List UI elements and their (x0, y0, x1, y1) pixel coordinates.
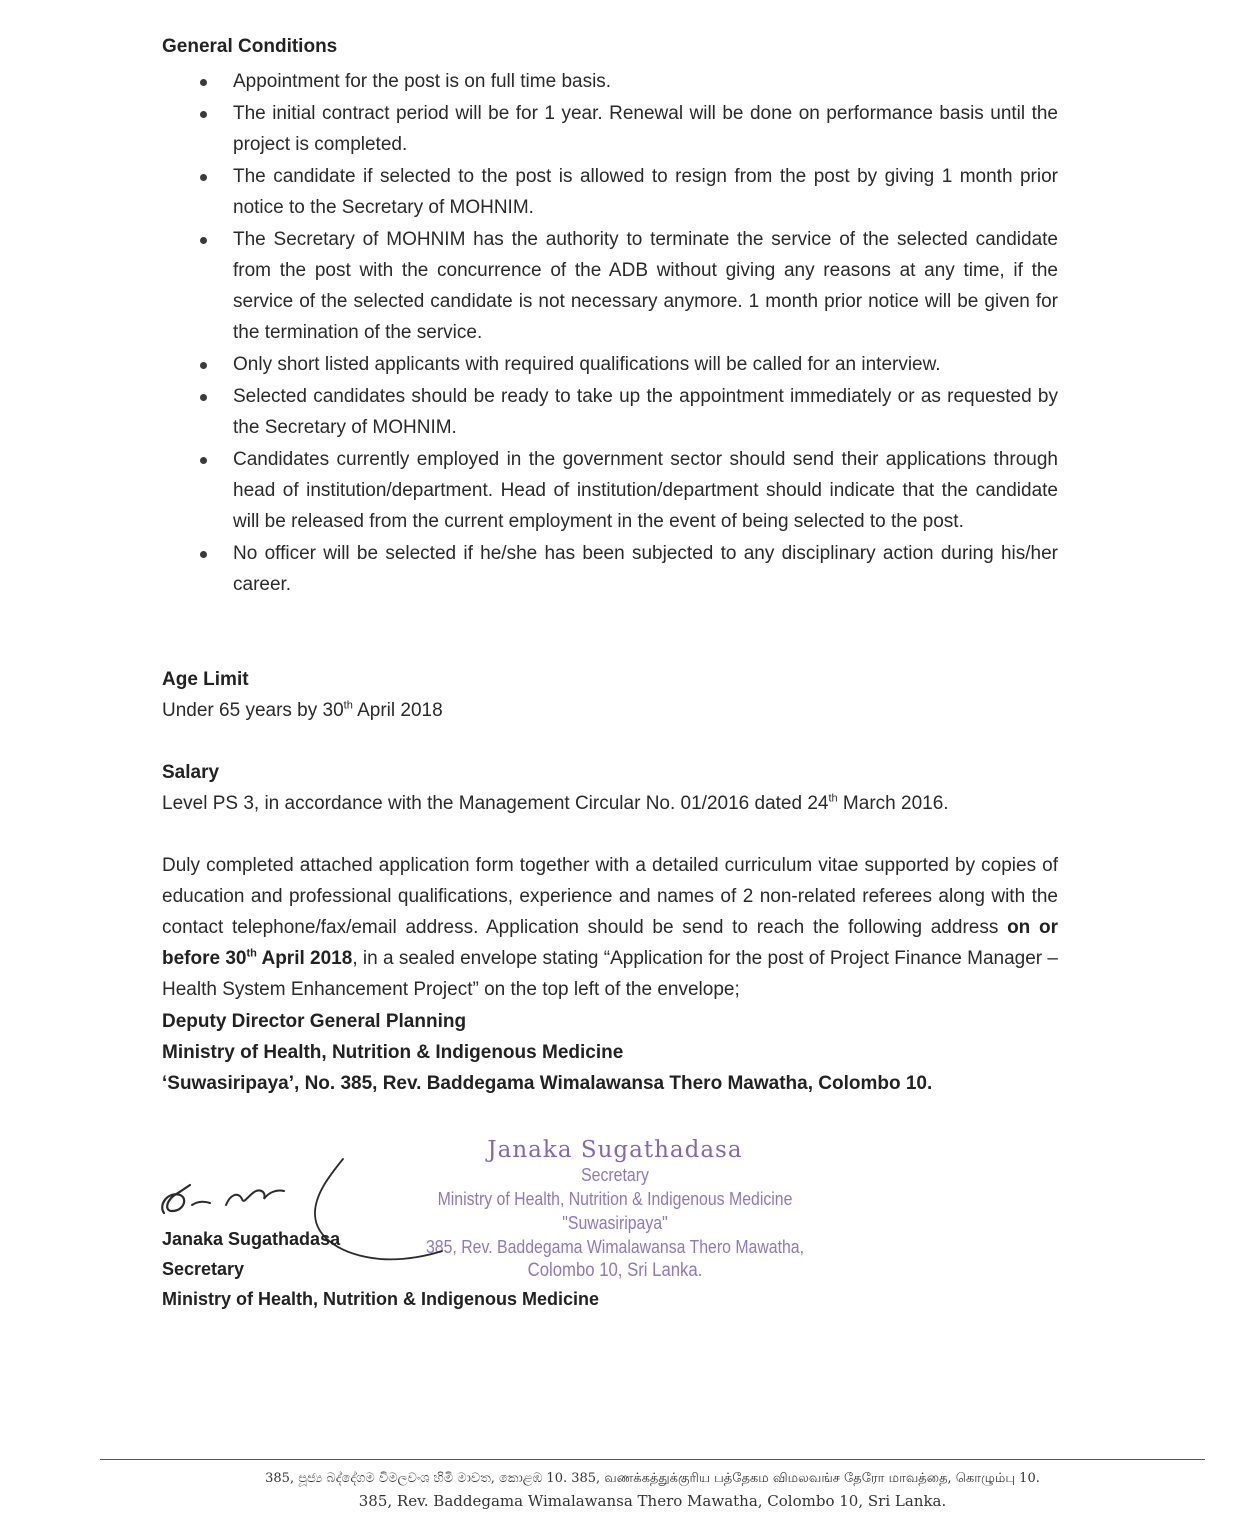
condition-text: No officer will be selected if he/she has been subjected to any disciplinary action during his/her career. (233, 543, 1058, 595)
salary-heading: Salary (162, 762, 220, 783)
condition-item (162, 161, 1058, 223)
bullet-icon (200, 174, 207, 181)
footer-divider (100, 1459, 1205, 1460)
condition-item (162, 444, 1058, 537)
condition-text: Appointment for the post is on full time basis. (233, 71, 612, 92)
stamp-title: Secretary (581, 1165, 649, 1185)
official-stamp (400, 1137, 830, 1283)
footer-address-local: 385, පූජ්‍ය බද්දේගම විමලවංශ හිමි මාවත, කොළඹ 10. 385, வணக்கத்துக்குரிய பத்தேகம விமலவங்ச தேரோ மாவத்தை, கொழும்பு 10. (265, 1471, 1040, 1486)
condition-item (162, 66, 1058, 97)
condition-item (162, 538, 1058, 600)
stamp-building: "Suwasiripaya" (562, 1213, 668, 1233)
salary-text: Level PS 3, in accordance with the Management Circular No. 01/2016 dated 24th March 2016. (162, 792, 949, 814)
bullet-icon (200, 394, 207, 401)
bullet-icon (200, 237, 207, 244)
general-conditions-heading: General Conditions (162, 36, 338, 57)
address-line-1: Deputy Director General Planning (162, 1011, 467, 1032)
stamp-ministry: Ministry of Health, Nutrition & Indigenous Medicine (437, 1189, 793, 1209)
condition-text: Selected candidates should be ready to take up the appointment immediately or as requested by the Secretary of MOHNIM. (233, 386, 1058, 438)
condition-item (162, 224, 1058, 348)
address-line-3: ‘Suwasiripaya’, No. 385, Rev. Baddegama Wimalawansa Thero Mawatha, Colombo 10. (162, 1073, 933, 1094)
bullet-icon (200, 111, 207, 118)
address-line-2: Ministry of Health, Nutrition & Indigenous Medicine (162, 1042, 624, 1063)
condition-text: Candidates currently employed in the government sector should send their applications through head of institution/department. Head of institution/department should indicate that the candidate will be released from the current employment in the event of being selected to the post. (233, 449, 1058, 532)
condition-text: Only short listed applicants with required qualifications will be called for an interview. (233, 354, 941, 375)
stamp-name: Janaka Sugathadasa (487, 1137, 743, 1163)
application-instructions: Duly completed attached application form together with a detailed curriculum vitae supported by copies of education and professional qualifications, experience and names of 2 non-related referees along with the contact telephone/fax/email address. Application should be send to reach the following address on or before 30th April 2018, in a sealed envelope stating “Application for the post of Project Finance Manager – Health System Enhancement Project” on the top left of the envelope; (162, 855, 1058, 1000)
signatory-title: Secretary (162, 1259, 245, 1279)
bullet-icon (200, 551, 207, 558)
condition-text: The candidate if selected to the post is allowed to resign from the post by giving 1 month prior notice to the Secretary of MOHNIM. (233, 166, 1058, 218)
signatory-name: Janaka Sugathadasa (162, 1229, 341, 1249)
general-conditions-list (162, 66, 1058, 601)
condition-text: The Secretary of MOHNIM has the authority to terminate the service of the selected candidate from the post with the concurrence of the ADB without giving any reasons at any time, if the service of the selected candidate is not necessary anymore. 1 month prior notice will be given for the termination of the service. (233, 229, 1058, 343)
bullet-icon (200, 457, 207, 464)
condition-item (162, 98, 1058, 160)
bullet-icon (200, 79, 207, 86)
condition-text: The initial contract period will be for 1 year. Renewal will be done on performance basis until the project is completed. (233, 103, 1058, 155)
signatory-organization: Ministry of Health, Nutrition & Indigenous Medicine (162, 1289, 600, 1309)
stamp-street: 385, Rev. Baddegama Wimalawansa Thero Mawatha, (425, 1237, 805, 1257)
age-limit-heading: Age Limit (162, 669, 249, 690)
bullet-icon (200, 362, 207, 369)
footer-address-english: 385, Rev. Baddegama Wimalawansa Thero Mawatha, Colombo 10, Sri Lanka. (358, 1492, 947, 1510)
condition-item (162, 349, 1058, 380)
age-limit-text: Under 65 years by 30th April 2018 (162, 699, 443, 721)
stamp-city: Colombo 10, Sri Lanka. (527, 1260, 703, 1281)
condition-item (162, 381, 1058, 443)
